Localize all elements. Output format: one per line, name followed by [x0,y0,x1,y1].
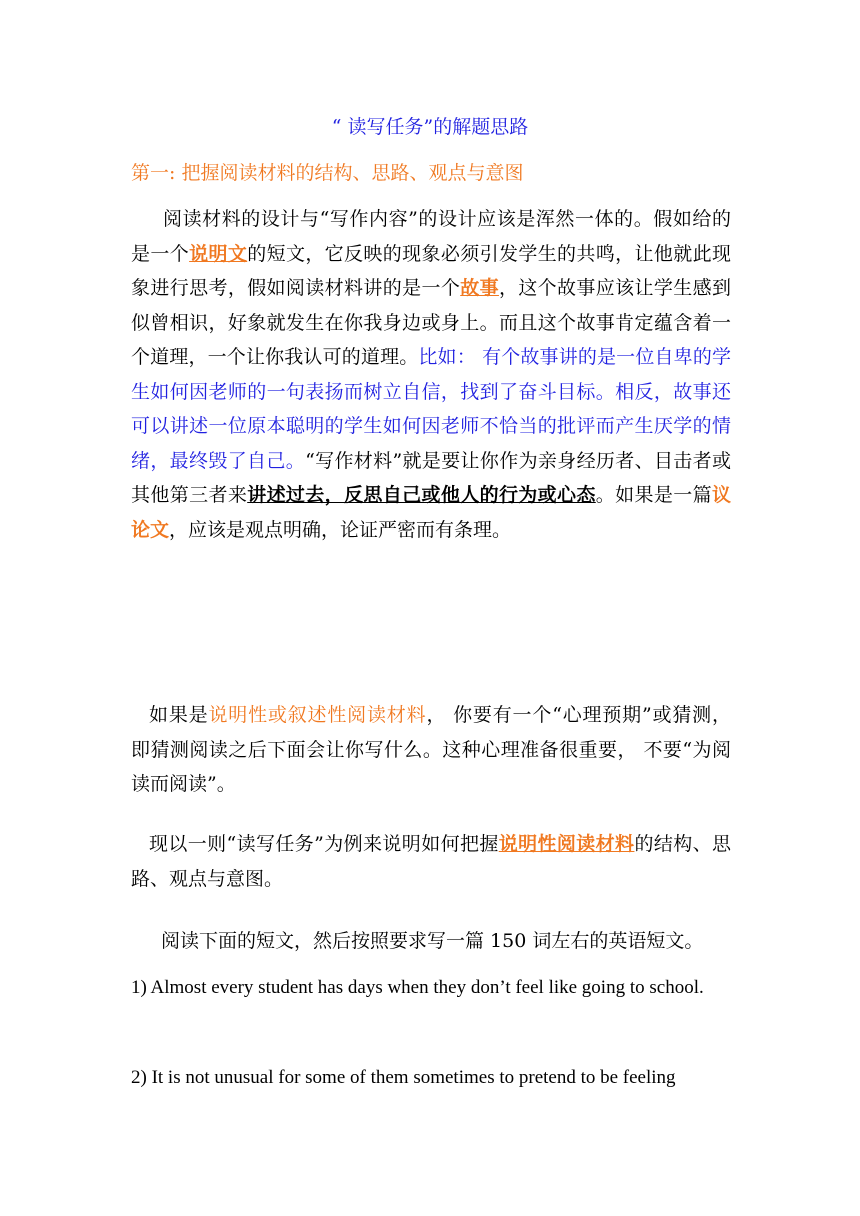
paragraph-2 [131,698,731,802]
p1-keyword-argumentative: 议论文 [131,484,731,541]
p2-text-1: 如果是 [149,704,209,726]
p1-text-3: ，这个故事应该让学生感到似曾相识，好象就发生在你我身边或身上。而且这个故事肯定蕴含着一个道理，一个让你我认可的道理。 [131,277,731,368]
p1-keyword-expository: 说明文 [189,242,248,265]
paragraph-3 [131,827,731,896]
p1-keyword-story: 故事 [460,277,499,299]
paragraph-4: 阅读下面的短文，然后按照要求写一篇 150 词左右的英语短文。 [161,930,704,952]
p2-keyword-material: 说明性或叙述性阅读材料 [208,704,427,726]
english-sentence-2: 2) It is not unusual for some of them sometimes to pretend to be feeling [131,1067,676,1088]
english-sentence-1: 1) Almost every student has days when they don’t feel like going to school. [131,977,704,998]
page-title: “ 读写任务”的解题思路 [331,116,529,138]
p1-text-4: “写作材料”就是要让你作为亲身经历者、目击者或其他第三者来 [131,449,731,506]
p1-keyword-reflect: 讲述过去，反思自己或他人的行为或心态 [247,484,596,506]
p1-text-5: 。如果是一篇 [595,484,712,506]
paragraph-1 [131,202,731,547]
p1-text-1: 阅读材料的设计与“写作内容”的设计应该是浑然一体的。假如给的是一个 [131,208,731,265]
p1-text-6: ，应该是观点明确，论证严密而有条理。 [169,518,512,541]
p3-text-2: 的结构、思路、观点与意图。 [131,833,731,890]
section-heading: 第一: 把握阅读材料的结构、思路、观点与意图 [131,162,524,184]
p1-example-text: 比如： 有个故事讲的是一位自卑的学生如何因老师的一句表扬而树立自信，找到了奋斗目标。相反，故事还可以讲述一位原本聪明的学生如何因老师不恰当的批评而产生厌学的情绪，最终毁了自己。 [131,346,731,472]
p3-text-1: 现以一则“读写任务”为例来说明如何把握 [149,833,499,855]
p3-keyword-material: 说明性阅读材料 [498,833,635,855]
p2-text-2: ， 你要有一个“心理预期”或猜测， 即猜测阅读之后下面会让你写什么。这种心理准备很重要， 不要“为阅读而阅读”。 [131,704,731,795]
p1-text-2: 的短文，它反映的现象必须引发学生的共鸣，让他就此现象进行思考，假如阅读材料讲的是一个 [131,242,731,299]
